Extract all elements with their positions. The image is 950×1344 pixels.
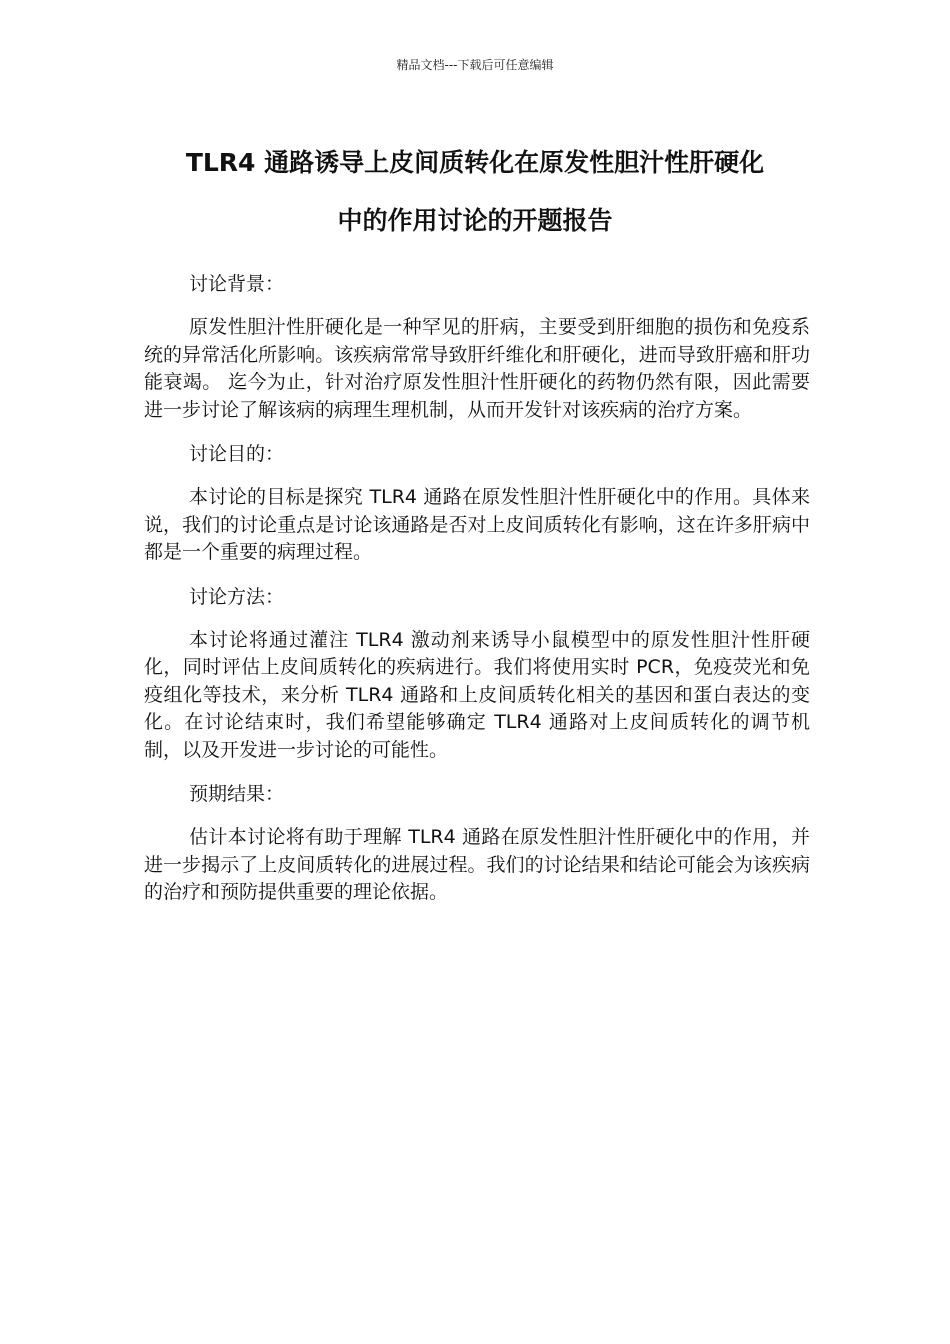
title-line-1: TLR4 通路诱导上皮间质转化在原发性胆汁性肝硬化 <box>185 148 765 177</box>
section-body-methods: 本讨论将通过灌注 TLR4 激动剂来诱导小鼠模型中的原发性胆汁性肝硬化，同时评估上皮间质转化的疾病进行。我们将使用实时 PCR，免疫荧光和免疫组化等技术，来分析 TLR4 通路和上皮间质转化相关的基因和蛋白表达的变化。在讨论结束时，我们希望能够确定 TLR4 通路对上皮间质转化的调节机制，以及开发进一步讨论的可能性。 <box>144 628 810 761</box>
section-body-purpose: 本讨论的目标是探究 TLR4 通路在原发性胆汁性肝硬化中的作用。具体来说，我们的讨论重点是讨论该通路是否对上皮间质转化有影响，这在许多肝病中都是一个重要的病理过程。 <box>144 486 810 563</box>
title-line-2: 中的作用讨论的开题报告 <box>337 206 613 235</box>
section-heading-expected-results: 预期结果： <box>189 783 285 805</box>
section-body-expected-results: 估计本讨论将有助于理解 TLR4 通路在原发性胆汁性肝硬化中的作用，并进一步揭示了上皮间质转化的进展过程。我们的讨论结果和结论可能会为该疾病的治疗和预防提供重要的理论依据。 <box>144 826 810 903</box>
section-heading-purpose: 讨论目的： <box>189 443 285 465</box>
section-body-background: 原发性胆汁性肝硬化是一种罕见的肝病，主要受到肝细胞的损伤和免疫系统的异常活化所影响。该疾病常常导致肝纤维化和肝硬化，进而导致肝癌和肝功能衰竭。 迄今为止，针对治疗原发性胆汁性肝硬化的药物仍然有限，因此需要进一步讨论了解该病的病理生理机制，从而开发针对该疾病的治疗方案。 <box>144 316 810 421</box>
document-title <box>120 134 830 250</box>
section-heading-methods: 讨论方法： <box>189 585 285 608</box>
document-body <box>144 270 810 923</box>
header-note: 精品文档---下载后可任意编辑 <box>396 58 554 72</box>
section-heading-background: 讨论背景： <box>189 273 285 295</box>
